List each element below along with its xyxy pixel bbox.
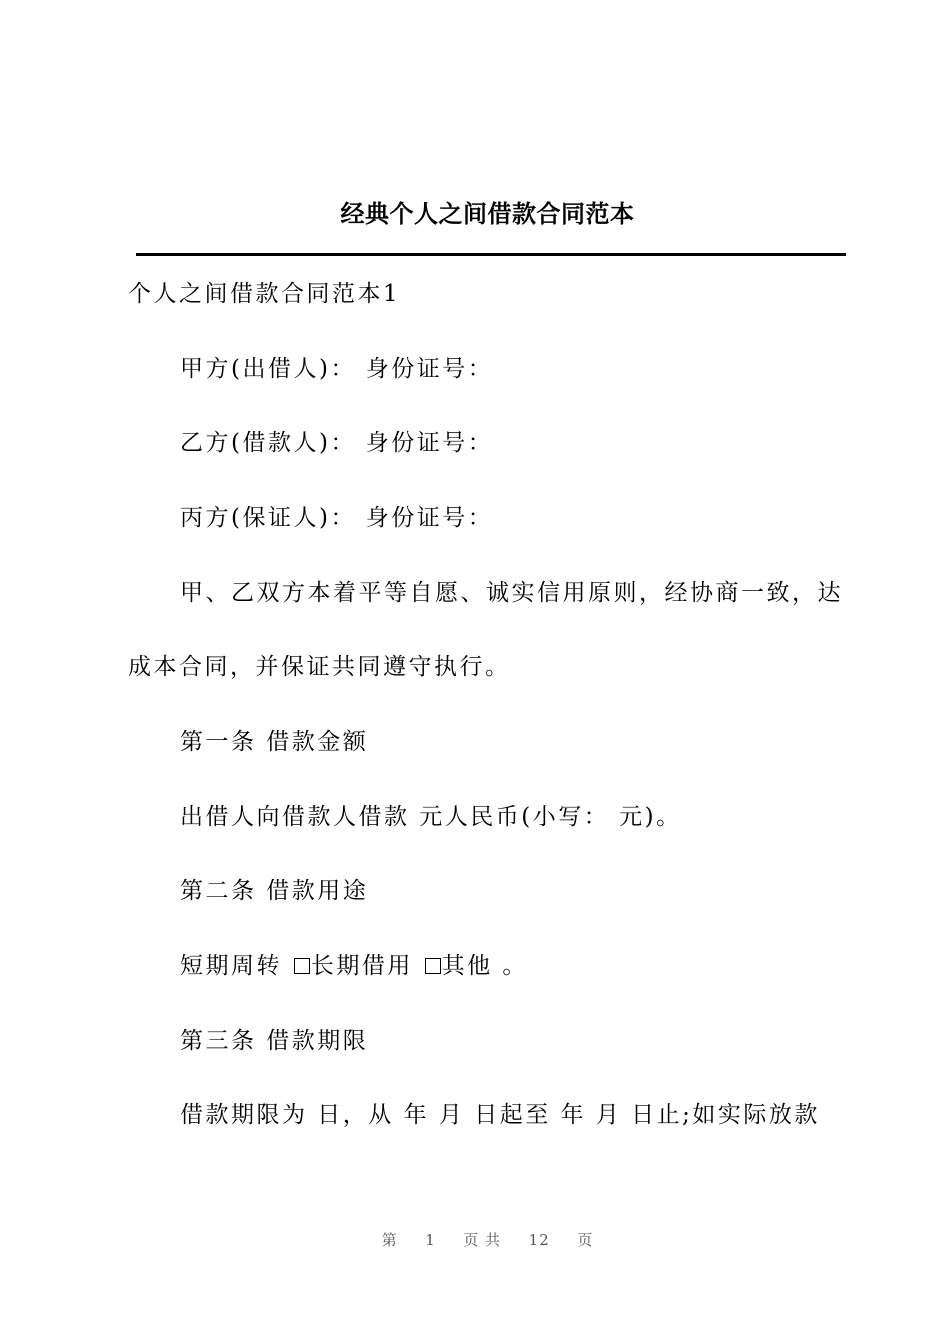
article-3-body: 借款期限为 日，从 年 月 日起至 年 月 日止;如实际放款	[180, 1102, 820, 1128]
purpose-option-other: 其他 。	[441, 953, 528, 979]
party-a-line: 甲方(出借人)： 身份证号：	[180, 356, 494, 382]
preamble-line-1: 甲、乙双方本着平等自愿、诚实信用原则，经协商一致，达	[180, 580, 843, 606]
article-3-heading: 第三条 借款期限	[180, 1028, 369, 1054]
footer-suffix: 页	[577, 1231, 594, 1249]
footer-middle: 页 共	[463, 1231, 502, 1249]
purpose-option-short-term: 短期周转	[180, 953, 292, 979]
footer-prefix: 第	[381, 1231, 398, 1249]
purpose-options-line	[180, 951, 528, 981]
page-title: 经典个人之间借款合同范本	[340, 199, 635, 228]
footer-current-page: 1	[425, 1231, 436, 1249]
preamble-line-2: 成本合同，并保证共同遵守执行。	[128, 654, 511, 680]
page-footer	[0, 1229, 950, 1251]
footer-total-pages: 12	[528, 1231, 550, 1249]
contract-heading: 个人之间借款合同范本1	[128, 281, 401, 307]
purpose-checkbox-other[interactable]	[425, 958, 441, 974]
title-divider	[136, 253, 846, 256]
purpose-checkbox-long-term[interactable]	[294, 958, 310, 974]
article-1-body: 出借人向借款人借款 元人民币(小写： 元)。	[180, 804, 682, 830]
party-b-line: 乙方(借款人)： 身份证号：	[180, 430, 494, 456]
purpose-option-long-term: 长期借用	[310, 953, 423, 979]
article-2-heading: 第二条 借款用途	[180, 878, 369, 904]
party-c-line: 丙方(保证人)： 身份证号：	[180, 505, 494, 531]
article-1-heading: 第一条 借款金额	[180, 729, 369, 755]
